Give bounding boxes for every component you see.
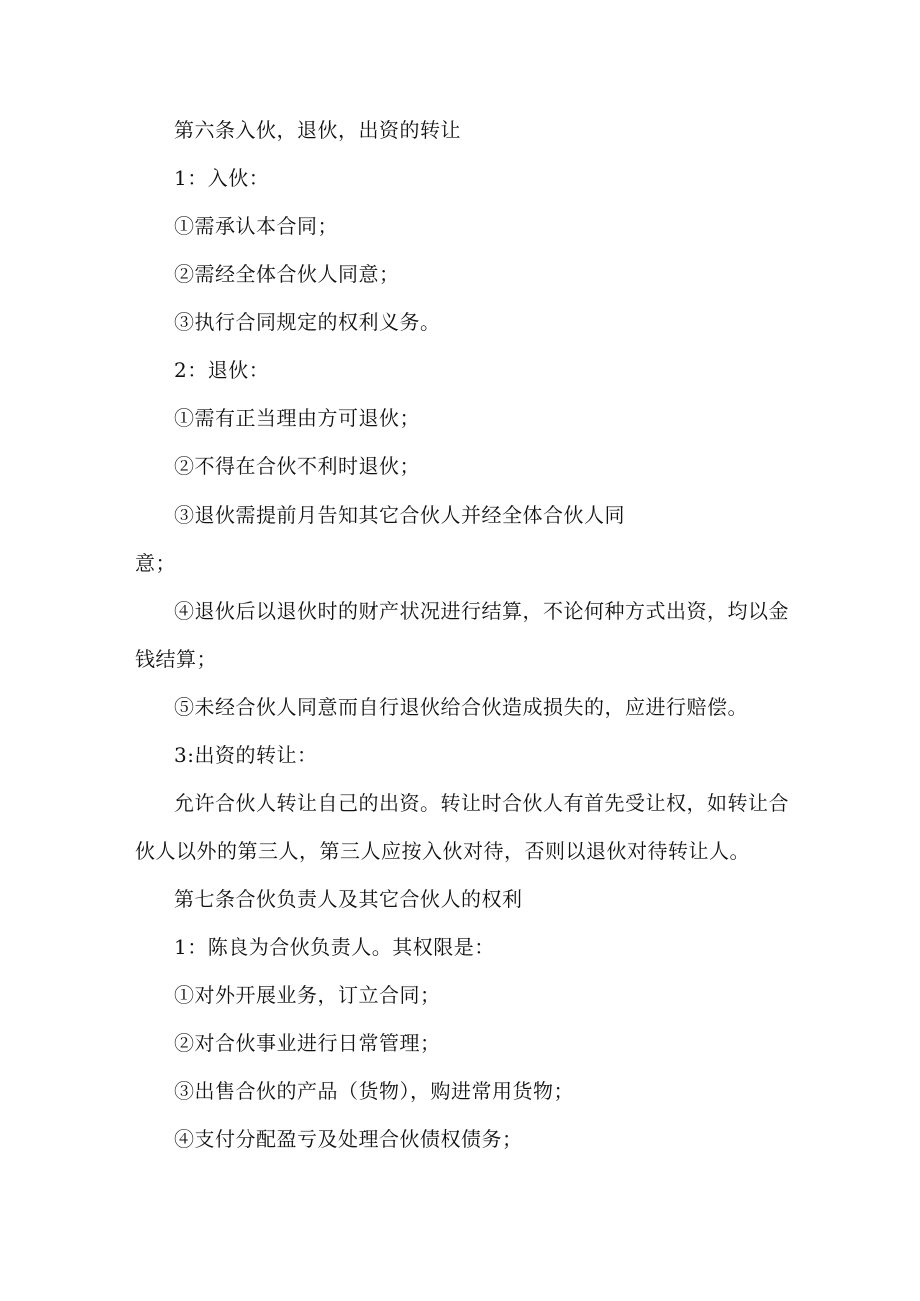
list-item: ①需承认本合同； — [174, 214, 338, 238]
list-item: ④支付分配盈亏及处理合伙债权债务； — [174, 1127, 523, 1151]
subsection-heading-joining: 1：入伙： — [174, 166, 270, 190]
list-item-continuation: 钱结算； — [135, 647, 217, 671]
list-item: ③退伙需提前月告知其它合伙人并经全体合伙人同 — [174, 503, 625, 527]
subsection-heading-transfer: 3:出资的转让： — [174, 743, 318, 767]
paragraph-line: 伙人以外的第三人，第三人应按入伙对待，否则以退伙对待转让人。 — [135, 839, 750, 863]
subsection-heading-responsible-partner: 1：陈良为合伙负责人。其权限是： — [174, 935, 495, 959]
list-item: ②需经全体合伙人同意； — [174, 262, 400, 286]
list-item-continuation: 意； — [135, 551, 176, 575]
list-item: ⑤未经合伙人同意而自行退伙给合伙造成损失的，应进行赔偿。 — [174, 695, 748, 719]
section-heading-article-6: 第六条入伙，退伙，出资的转让 — [174, 118, 461, 142]
list-item: ③出售合伙的产品（货物），购进常用货物； — [174, 1079, 574, 1103]
list-item: ②对合伙事业进行日常管理； — [174, 1031, 441, 1055]
section-heading-article-7: 第七条合伙负责人及其它合伙人的权利 — [174, 887, 523, 911]
list-item: ④退伙后以退伙时的财产状况进行结算，不论何种方式出资，均以金 — [174, 599, 789, 623]
list-item: ①对外开展业务，订立合同； — [174, 983, 441, 1007]
list-item: ①需有正当理由方可退伙； — [174, 406, 420, 430]
list-item: ②不得在合伙不利时退伙； — [174, 454, 420, 478]
paragraph-line: 允许合伙人转让自己的出资。转让时合伙人有首先受让权，如转让合 — [174, 791, 789, 815]
list-item: ③执行合同规定的权利义务。 — [174, 310, 441, 334]
subsection-heading-withdrawal: 2：退伙： — [174, 358, 270, 382]
